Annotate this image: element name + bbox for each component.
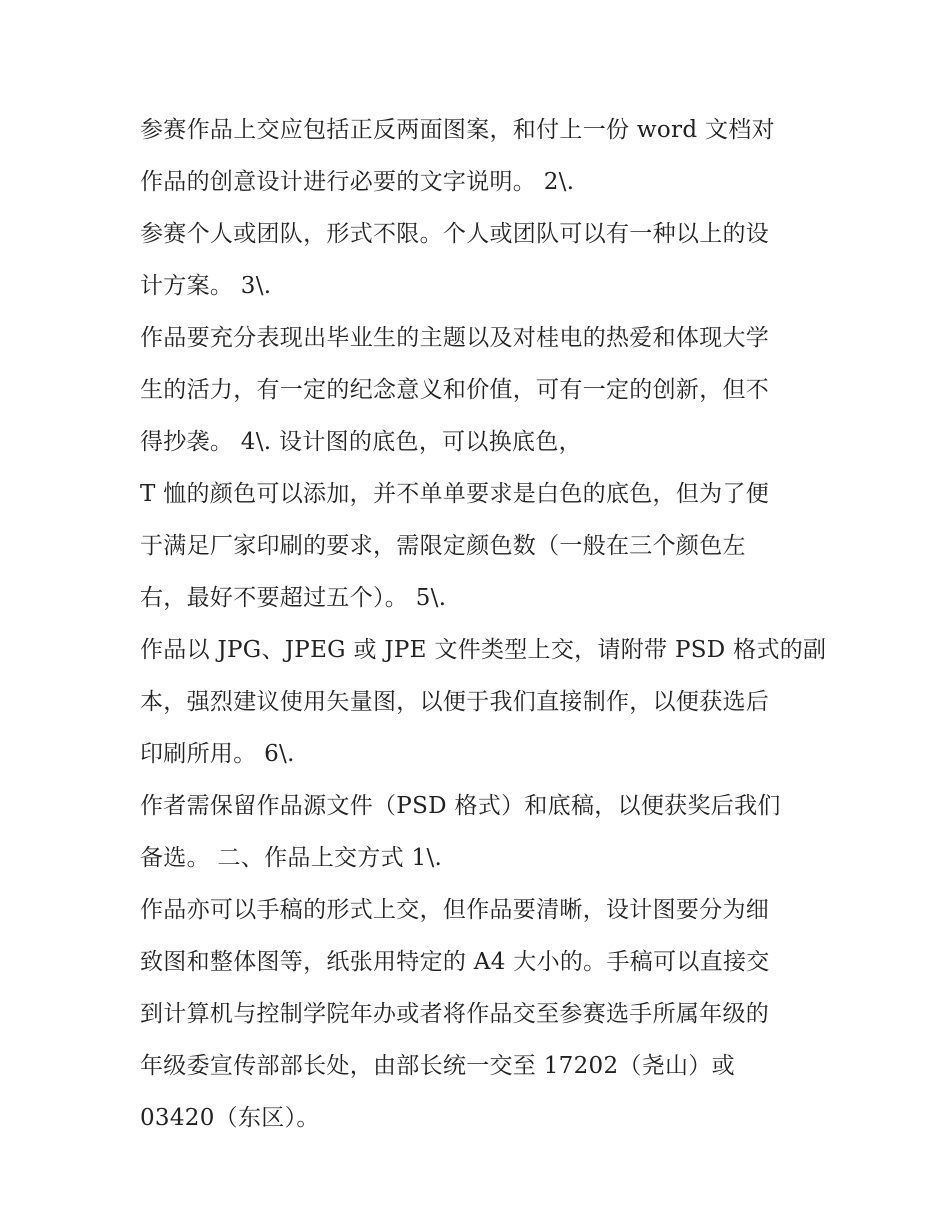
text-line: T 恤的颜色可以添加，并不单单要求是白色的底色，但为了便 xyxy=(140,481,770,507)
text-line: 到计算机与控制学院年办或者将作品交至参赛选手所属年级的 xyxy=(140,1001,770,1027)
text-line: 印刷所用。 6\. xyxy=(140,741,295,767)
text-line: 本，强烈建议使用矢量图，以便于我们直接制作，以便获选后 xyxy=(140,689,770,715)
text-line: 作品以 JPG、JPEG 或 JPE 文件类型上交，请附带 PSD 格式的副 xyxy=(140,637,827,663)
paragraph-theme-requirements xyxy=(140,312,820,468)
paragraph-source-files xyxy=(140,780,820,884)
text-line: 作品的创意设计进行必要的文字说明。 2\. xyxy=(140,169,575,195)
text-line: 致图和整体图等，纸张用特定的 A4 大小的。手稿可以直接交 xyxy=(140,949,770,975)
paragraph-submission-contents xyxy=(140,104,820,208)
paragraph-handwritten-submission xyxy=(140,884,820,1144)
text-line: 计方案。 3\. xyxy=(140,273,272,299)
text-line: 作品要充分表现出毕业生的主题以及对桂电的热爱和体现大学 xyxy=(140,325,770,351)
text-line: 生的活力，有一定的纪念意义和价值，可有一定的创新，但不 xyxy=(140,377,770,403)
paragraph-color-requirements xyxy=(140,468,820,624)
text-line: 作品亦可以手稿的形式上交，但作品要清晰，设计图要分为细 xyxy=(140,897,770,923)
text-line: 参赛个人或团队，形式不限。个人或团队可以有一种以上的设 xyxy=(140,221,770,247)
text-line: 年级委宣传部部长处，由部长统一交至 17202（尧山）或 xyxy=(140,1053,735,1079)
document-body xyxy=(140,104,827,1144)
text-line: 备选。 二、作品上交方式 1\. xyxy=(140,845,443,871)
text-line: 参赛作品上交应包括正反两面图案，和付上一份 word 文档对 xyxy=(140,117,775,143)
paragraph-participants xyxy=(140,208,820,312)
text-line: 作者需保留作品源文件（PSD 格式）和底稿，以便获奖后我们 xyxy=(140,793,781,819)
paragraph-file-format xyxy=(140,624,827,780)
text-line: 右，最好不要超过五个）。 5\. xyxy=(140,585,447,611)
text-line: 03420（东区）。 xyxy=(140,1105,320,1131)
text-line: 于满足厂家印刷的要求，需限定颜色数（一般在三个颜色左 xyxy=(140,533,746,559)
text-line: 得抄袭。 4\. 设计图的底色，可以换底色， xyxy=(140,429,582,455)
